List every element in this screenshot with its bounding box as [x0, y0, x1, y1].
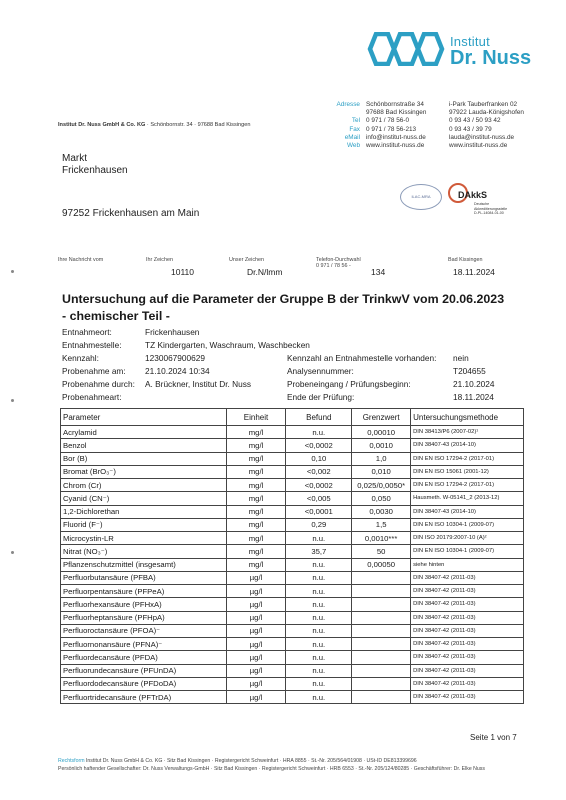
phone-number: 0 93 43 / 50 93 42: [449, 117, 501, 125]
cell-unit: mg/l: [226, 505, 286, 518]
ref-date: 18.11.2024: [453, 267, 495, 277]
cell-method: siehe hinten: [411, 558, 524, 571]
cell-method: DIN 38413/P6 (2007-02)¹: [411, 426, 524, 439]
info-kennzahl: 1230067900629: [145, 353, 205, 363]
cell-unit: mg/l: [226, 532, 286, 545]
cell-result: n.u.: [286, 677, 352, 690]
cell-parameter: Perfluorpentansäure (PFPeA): [61, 585, 227, 598]
contact-label-tel: Tel: [351, 117, 360, 125]
cell-limit: 0,0010***: [352, 532, 411, 545]
cell-parameter: Pflanzenschutzmittel (insgesamt): [61, 558, 227, 571]
table-row: [61, 452, 524, 465]
ref-label-our-ref: Unser Zeichen: [229, 257, 265, 263]
info-probenahme-am: 21.10.2024 10:34: [145, 366, 210, 376]
table-row: [61, 651, 524, 664]
address-city: 97688 Bad Kissingen: [366, 109, 427, 117]
sender-line: [58, 122, 250, 128]
cell-unit: µg/l: [226, 651, 286, 664]
cell-limit: [352, 624, 411, 637]
header-method: Untersuchungsmethode: [411, 409, 524, 426]
address-city: 97922 Lauda-Königshofen: [449, 109, 524, 117]
cell-method: DIN ISO 20179:2007-10 (A)²: [411, 532, 524, 545]
info-label-probenahme-am: Probenahme am:: [62, 366, 126, 376]
cell-unit: mg/l: [226, 492, 286, 505]
info-entnahmestelle: TZ Kindergarten, Waschraum, Waschbecken: [145, 340, 310, 350]
ilac-seal: ILAC-MRA: [400, 184, 442, 210]
cell-method: DIN 38407-42 (2011-03): [411, 691, 524, 704]
table-row: [61, 624, 524, 637]
ref-phone-prefix: 0 971 / 78 56 -: [316, 263, 351, 269]
web-link[interactable]: www.institut-nuss.de: [366, 141, 425, 149]
cell-unit: mg/l: [226, 452, 286, 465]
table-row: [61, 439, 524, 452]
cell-unit: mg/l: [226, 479, 286, 492]
cell-unit: µg/l: [226, 624, 286, 637]
dakks-seal: [448, 183, 528, 219]
cell-unit: µg/l: [226, 638, 286, 651]
cell-method: DIN EN ISO 10304-1 (2009-07): [411, 545, 524, 558]
info-ende: 18.11.2024: [453, 392, 494, 402]
info-label-probeneingang: Probeneingang / Prüfungsbeginn:: [287, 379, 411, 389]
contact-label-web: Web: [346, 141, 360, 149]
table-row: [61, 426, 524, 439]
cell-limit: [352, 585, 411, 598]
cell-result: <0,002: [286, 465, 352, 478]
cell-result: 35,7: [286, 545, 352, 558]
cell-limit: [352, 638, 411, 651]
cell-parameter: Perfluoroctansäure (PFOA)⁻: [61, 624, 227, 637]
info-probenahme-durch: A. Brückner, Institut Dr. Nuss: [145, 379, 252, 389]
cell-unit: µg/l: [226, 691, 286, 704]
footer-legal-label: Rechtsform: [58, 758, 85, 764]
sender-company: Institut Dr. Nuss GmbH & Co. KG: [58, 122, 146, 128]
cell-limit: 0,00010: [352, 426, 411, 439]
cell-result: n.u.: [286, 611, 352, 624]
cell-result: n.u.: [286, 624, 352, 637]
recipient-city: 97252 Frickenhausen am Main: [62, 208, 200, 219]
ref-our-ref: Dr.N/lmm: [247, 267, 283, 277]
fax-number: 0 971 / 78 56-213: [366, 125, 417, 133]
cell-result: <0,005: [286, 492, 352, 505]
cell-parameter: Chrom (Cr): [61, 479, 227, 492]
cell-result: n.u.: [286, 532, 352, 545]
cell-method: DIN 38407-42 (2011-03): [411, 624, 524, 637]
cell-limit: [352, 691, 411, 704]
cell-parameter: Benzol: [61, 439, 227, 452]
contact-label-blank: [320, 109, 360, 117]
table-row: [61, 638, 524, 651]
table-row: [61, 598, 524, 611]
info-entnahmeort: Frickenhausen: [145, 327, 200, 337]
table-row: [61, 532, 524, 545]
cell-parameter: Microcystin-LR: [61, 532, 227, 545]
cell-limit: [352, 598, 411, 611]
cell-parameter: Cyanid (CN⁻): [61, 492, 227, 505]
header-parameter: Parameter: [61, 409, 227, 426]
cell-method: DIN 38407-42 (2011-03): [411, 598, 524, 611]
dakks-line1: Deutsche: [474, 202, 490, 206]
address-street: Schönbornstraße 34: [366, 101, 424, 108]
info-analysennummer: T204655: [453, 366, 486, 376]
contact-label-address: Adresse: [336, 101, 360, 108]
ref-label-place: Bad Kissingen: [448, 257, 483, 263]
info-label-kennzahl: Kennzahl:: [62, 353, 99, 363]
punch-mark: [11, 551, 14, 554]
header-unit: Einheit: [226, 409, 286, 426]
cell-result: n.u.: [286, 638, 352, 651]
cell-limit: [352, 611, 411, 624]
footer-legal-text: Institut Dr. Nuss GmbH & Co. KG · Sitz Bad Kissingen · Registergericht Schweinfurt · HRA 8855 · St.-Nr. 205/564/01908 · USt-ID DE813399696: [84, 758, 417, 764]
table-row: [61, 585, 524, 598]
cell-method: DIN 38407-43 (2014-10): [411, 505, 524, 518]
page-subtitle: - chemischer Teil -: [62, 309, 170, 323]
cell-result: n.u.: [286, 691, 352, 704]
table-row: [61, 465, 524, 478]
cell-limit: 1,5: [352, 518, 411, 531]
cell-result: <0,0002: [286, 479, 352, 492]
cell-parameter: Bor (B): [61, 452, 227, 465]
dakks-line2: Akkreditierungsstelle: [474, 206, 508, 211]
address-street: i-Park Tauberfranken 02: [449, 101, 518, 108]
table-row: [61, 611, 524, 624]
cell-method: Hausmeth. W-05141_2 (2013-12): [411, 492, 524, 505]
table-row: [61, 518, 524, 531]
cell-parameter: Bromat (BrO₃⁻): [61, 465, 227, 478]
cell-parameter: Fluorid (F⁻): [61, 518, 227, 531]
cell-result: n.u.: [286, 651, 352, 664]
logo-text-line2: Dr. Nuss: [450, 47, 532, 69]
info-label-probenahme-durch: Probenahme durch:: [62, 379, 135, 389]
cell-limit: 0,025/0,0050*: [352, 479, 411, 492]
cell-method: DIN 38407-42 (2011-03): [411, 611, 524, 624]
cell-parameter: Perfluorbutansäure (PFBA): [61, 571, 227, 584]
cell-result: <0,0002: [286, 439, 352, 452]
dakks-line3: D-PL-14084-01-00: [474, 211, 504, 215]
cell-parameter: Perfluordecansäure (PFDA): [61, 651, 227, 664]
info-label-entnahmeort: Entnahmeort:: [62, 327, 112, 337]
results-table: [60, 408, 524, 704]
table-row: [61, 558, 524, 571]
recipient-line2: Frickenhausen: [62, 165, 128, 176]
cell-limit: [352, 677, 411, 690]
punch-mark: [11, 399, 14, 402]
cell-unit: µg/l: [226, 664, 286, 677]
table-row: [61, 571, 524, 584]
contact-lauda: [449, 101, 524, 150]
table-row: [61, 479, 524, 492]
page-number: Seite 1 von 7: [470, 733, 517, 742]
cell-limit: [352, 571, 411, 584]
cell-unit: µg/l: [226, 611, 286, 624]
table-header-row: [61, 409, 524, 426]
cell-result: n.u.: [286, 558, 352, 571]
cell-parameter: Perfluorundecansäure (PFUnDA): [61, 664, 227, 677]
cell-unit: µg/l: [226, 571, 286, 584]
cell-unit: mg/l: [226, 426, 286, 439]
cell-result: 0,29: [286, 518, 352, 531]
info-probeneingang: 21.10.2024: [453, 379, 495, 389]
table-row: [61, 664, 524, 677]
hexagon-logo-icon: [366, 32, 446, 66]
cell-parameter: Perfluorheptansäure (PFHpA): [61, 611, 227, 624]
sender-address: · Schönbornstr. 34 · 97688 Bad Kissingen: [145, 122, 251, 128]
cell-parameter: Perfluortridecansäure (PFTrDA): [61, 691, 227, 704]
table-row: [61, 677, 524, 690]
contact-label-fax: Fax: [349, 125, 360, 133]
header-limit: Grenzwert: [352, 409, 411, 426]
footer-legal: [58, 758, 417, 764]
cell-limit: 0,00050: [352, 558, 411, 571]
contact-labels: [320, 101, 360, 150]
header-result: Befund: [286, 409, 352, 426]
table-row: [61, 691, 524, 704]
cell-result: n.u.: [286, 664, 352, 677]
cell-limit: 0,0030: [352, 505, 411, 518]
cell-unit: mg/l: [226, 465, 286, 478]
recipient-line1: Markt: [62, 153, 87, 164]
cell-result: 0,10: [286, 452, 352, 465]
page-title: Untersuchung auf die Parameter der Gruppe B der TrinkwV vom 20.06.2023: [62, 292, 505, 306]
cell-method: DIN 38407-43 (2014-10): [411, 439, 524, 452]
footer-partner: Persönlich haftender Gesellschafter: Dr. Nuss Verwaltungs-GmbH · Sitz Bad Kissingen · Registergericht Schweinfurt · HRB 6553 · St.-Nr. 205/124/80285 · Geschäftsführer: Dr. Elke Nuss: [58, 766, 485, 772]
cell-method: DIN 38407-42 (2011-03): [411, 664, 524, 677]
fax-number: 0 93 43 / 39 79: [449, 125, 492, 133]
cell-method: DIN 38407-42 (2011-03): [411, 651, 524, 664]
cell-method: DIN 38407-42 (2011-03): [411, 638, 524, 651]
cell-parameter: Perfluordodecansäure (PFDoDA): [61, 677, 227, 690]
cell-parameter: Acrylamid: [61, 426, 227, 439]
cell-method: DIN EN ISO 15061 (2001-12): [411, 465, 524, 478]
cell-parameter: Perfluornonansäure (PFNA)⁻: [61, 638, 227, 651]
info-label-probenahmeart: Probenahmeart:: [62, 392, 122, 402]
contact-bad-kissingen: [366, 101, 426, 150]
cell-limit: 0,010: [352, 465, 411, 478]
cell-result: n.u.: [286, 571, 352, 584]
cell-limit: [352, 664, 411, 677]
cell-result: n.u.: [286, 426, 352, 439]
punch-mark: [11, 270, 14, 273]
cell-method: DIN 38407-42 (2011-03): [411, 585, 524, 598]
cell-unit: µg/l: [226, 677, 286, 690]
info-label-ende: Ende der Prüfung:: [287, 392, 355, 402]
logo-text-line1: Institut: [450, 34, 490, 49]
cell-limit: 1,0: [352, 452, 411, 465]
info-label-analysennummer: Analysennummer:: [287, 366, 354, 376]
cell-parameter: 1,2-Dichlorethan: [61, 505, 227, 518]
cell-method: DIN EN ISO 17294-2 (2017-01): [411, 452, 524, 465]
cell-result: n.u.: [286, 598, 352, 611]
cell-unit: µg/l: [226, 598, 286, 611]
cell-unit: mg/l: [226, 558, 286, 571]
cell-method: DIN EN ISO 10304-1 (2009-07): [411, 518, 524, 531]
institute-logo: [366, 30, 566, 70]
table-row: [61, 505, 524, 518]
cell-limit: 50: [352, 545, 411, 558]
cell-limit: [352, 651, 411, 664]
cell-limit: 0,0010: [352, 439, 411, 452]
table-row: [61, 545, 524, 558]
email-link[interactable]: lauda@institut-nuss.de: [449, 133, 515, 141]
ref-label-your-ref: Ihr Zeichen: [146, 257, 173, 263]
contact-label-email: eMail: [344, 133, 360, 141]
ref-your-ref: 10110: [171, 267, 195, 277]
cell-parameter: Nitrat (NO₃⁻): [61, 545, 227, 558]
cell-method: DIN EN ISO 17294-2 (2017-01): [411, 479, 524, 492]
dakks-label: DAkkS: [458, 190, 488, 200]
cell-result: <0,0001: [286, 505, 352, 518]
cell-unit: mg/l: [226, 545, 286, 558]
cell-method: DIN 38407-42 (2011-03): [411, 677, 524, 690]
info-label-entnahmestelle: Entnahmestelle:: [62, 340, 122, 350]
phone-number: 0 971 / 78 56-0: [366, 117, 409, 125]
info-kennzahl-vorhanden: nein: [453, 353, 469, 363]
ref-label-your-message: Ihre Nachricht vom: [58, 257, 104, 263]
email-link[interactable]: info@institut-nuss.de: [366, 133, 426, 141]
cell-limit: 0,050: [352, 492, 411, 505]
cell-unit: mg/l: [226, 518, 286, 531]
cell-unit: µg/l: [226, 585, 286, 598]
cell-method: DIN 38407-42 (2011-03): [411, 571, 524, 584]
info-label-kennzahl-vorhanden: Kennzahl an Entnahmestelle vorhanden:: [287, 353, 437, 363]
cell-result: n.u.: [286, 585, 352, 598]
table-row: [61, 492, 524, 505]
ref-extension: 134: [371, 267, 386, 277]
web-link[interactable]: www.institut-nuss.de: [449, 141, 508, 149]
cell-unit: mg/l: [226, 439, 286, 452]
cell-parameter: Perfluorhexansäure (PFHxA): [61, 598, 227, 611]
ref-label-phone: Telefon-Durchwahl: [316, 257, 361, 263]
